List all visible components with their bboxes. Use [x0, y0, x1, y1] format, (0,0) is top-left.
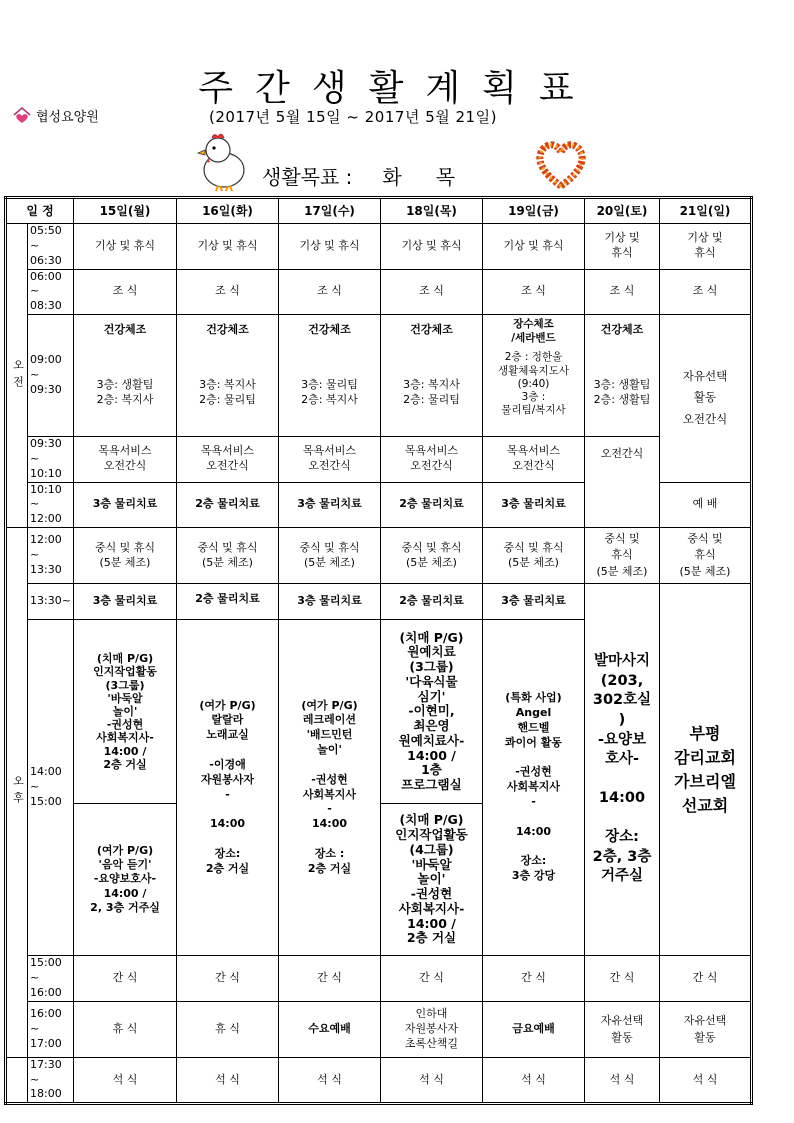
cell: 조 식	[483, 269, 585, 315]
cell: 중식 및 휴식 (5분 체조)	[74, 528, 177, 584]
table-row	[6, 224, 752, 270]
day-header: 18일(목)	[381, 198, 483, 224]
time-cell: 17:30 ~ 18:00	[28, 1057, 74, 1104]
date-range: (2017년 5월 15일 ~ 2017년 5월 21일)	[209, 108, 497, 126]
cell	[381, 315, 483, 437]
cell: 석 식	[177, 1057, 279, 1104]
time-cell: 14:00 ~ 15:00	[28, 620, 74, 956]
cell: (특화 사업) Angel 핸드벨 콰이어 활동 -권성현 사회복지사 - 14:00 장소: 3층 강당	[483, 620, 585, 956]
cell	[74, 315, 177, 437]
goal-label: 생활목표 :	[262, 165, 353, 189]
life-goal	[262, 161, 489, 190]
cell: 기상 및 휴식	[279, 224, 381, 270]
cell: 조 식	[660, 269, 752, 315]
time-cell: 05:50 ~ 06:30	[28, 224, 74, 270]
cell: 오전간식	[585, 437, 660, 528]
cell: 석 식	[660, 1057, 752, 1104]
cell: 조 식	[585, 269, 660, 315]
cell	[177, 315, 279, 437]
cell: 간 식	[483, 956, 585, 1002]
cell: 중식 및 휴식 (5분 체조)	[381, 528, 483, 584]
cell: 간 식	[279, 956, 381, 1002]
cell: 기상 및 휴식	[483, 224, 585, 270]
cell: 자유선택 활동	[660, 1001, 752, 1057]
cell: 자유선택 활동	[585, 1001, 660, 1057]
schedule-header: 일 정	[6, 198, 74, 224]
cell: 목욕서비스 오전간식	[177, 437, 279, 483]
day-header: 16일(화)	[177, 198, 279, 224]
cell	[483, 315, 585, 437]
cell: 3층 물리치료	[279, 584, 381, 620]
cell: 조 식	[177, 269, 279, 315]
period-pm: 오후	[6, 528, 28, 1058]
cell: 2층 물리치료	[177, 482, 279, 528]
exercise-label: 건강체조	[103, 323, 147, 337]
table-row	[6, 584, 752, 620]
cell: 2층 물리치료	[381, 584, 483, 620]
table-row	[6, 269, 752, 315]
exercise-label: 건강체조	[410, 323, 453, 337]
time-cell: 09:00 ~ 09:30	[28, 315, 74, 437]
staff-label: 3층: 생활팀 2층: 생활팀	[593, 377, 651, 406]
cell: 자유선택 활동 오전간식	[660, 315, 752, 483]
cell: 수요예배	[279, 1001, 381, 1057]
cell: 3층 물리치료	[279, 482, 381, 528]
org-name: 협성요양원	[36, 110, 99, 125]
time-cell: 10:10 ~ 12:00	[28, 482, 74, 528]
cell: 석 식	[279, 1057, 381, 1104]
cell: 기상 및 휴식	[660, 224, 752, 270]
cell: 기상 및 휴식	[381, 224, 483, 270]
table-row	[6, 528, 752, 584]
cell: (여가 P/G) '음악 듣기' -요양보호사- 14:00 / 2, 3층 거주실	[74, 804, 177, 956]
org-label	[12, 106, 99, 125]
day-header: 20일(토)	[585, 198, 660, 224]
cell: 조 식	[279, 269, 381, 315]
staff-label: 3층: 물리팀 2층: 복지사	[301, 377, 358, 406]
cell: 예 배	[660, 482, 752, 528]
time-cell: 16:00 ~ 17:00	[28, 1001, 74, 1057]
cell: 간 식	[660, 956, 752, 1002]
blank-period-cell	[6, 1057, 28, 1104]
cell: 목욕서비스 오전간식	[279, 437, 381, 483]
cell: (치매 P/G) 인지작업활동 (3그룹) '바둑알 놀이' -권성현 사회복지사- 14:00 / 2층 거실	[74, 620, 177, 804]
staff-label: 2층 : 정한울 생활체육지도사 (9:40) 3층 : 물리팀/복지사	[497, 351, 569, 416]
cell: 부평 감리교회 가브리엘 선교회	[660, 584, 752, 956]
cell	[279, 315, 381, 437]
cell: (여가 P/G) 레크레이션 '배드민턴 놀이' -권성현 사회복지사 - 14:00 장소 : 2층 거실	[279, 620, 381, 956]
time-cell: 06:00 ~ 08:30	[28, 269, 74, 315]
cell: 기상 및 휴식	[585, 224, 660, 270]
cell: 3층 물리치료	[74, 584, 177, 620]
cell	[585, 315, 660, 437]
cell: 기상 및 휴식	[177, 224, 279, 270]
cell: 중식 및 휴식 (5분 체조)	[483, 528, 585, 584]
period-am: 오전	[6, 224, 28, 528]
exercise-label: 건강체조	[206, 323, 249, 337]
cell: 조 식	[74, 269, 177, 315]
cell: 중식 및 휴식 (5분 체조)	[585, 528, 660, 584]
table-row	[6, 315, 752, 437]
cell: 석 식	[483, 1057, 585, 1104]
cell: 인하대 자원봉사자 초록산책길	[381, 1001, 483, 1057]
heart-house-icon	[12, 107, 32, 125]
cell: 간 식	[381, 956, 483, 1002]
page-title: 주간생활계획표	[198, 68, 596, 109]
table-row	[6, 1057, 752, 1104]
cell: 금요예배	[483, 1001, 585, 1057]
staff-label: 3층: 생활팀 2층: 복지사	[96, 377, 154, 406]
time-cell: 09:30 ~ 10:10	[28, 437, 74, 483]
cell: 3층 물리치료	[74, 482, 177, 528]
cell: 간 식	[177, 956, 279, 1002]
cell: 휴 식	[177, 1001, 279, 1057]
cell: 휴 식	[74, 1001, 177, 1057]
exercise-label: 건강체조	[600, 323, 644, 337]
cell: 중식 및 휴식 (5분 체조)	[279, 528, 381, 584]
staff-label: 3층: 복지사 2층: 물리팀	[199, 377, 256, 406]
cell: 2층 물리치료	[177, 584, 279, 620]
cell: 간 식	[585, 956, 660, 1002]
cell: 석 식	[381, 1057, 483, 1104]
table-row	[6, 437, 752, 483]
day-header: 17일(수)	[279, 198, 381, 224]
exercise-label: 장수체조 /세라밴드	[511, 318, 556, 345]
cell: 석 식	[585, 1057, 660, 1104]
heart-wreath-icon	[534, 138, 588, 190]
cell: (치매 P/G) 원예치료 (3그룹) '다육식물 심기' -이현미, 최은영 원예치료사- 14:00 / 1층 프로그램실	[381, 620, 483, 804]
table-row	[6, 1001, 752, 1057]
chicken-icon	[196, 130, 252, 192]
cell: 목욕서비스 오전간식	[74, 437, 177, 483]
cell: 목욕서비스 오전간식	[381, 437, 483, 483]
cell: 중식 및 휴식 (5분 체조)	[177, 528, 279, 584]
table-row	[6, 956, 752, 1002]
time-cell: 12:00 ~ 13:30	[28, 528, 74, 584]
goal-words: 화목	[382, 165, 490, 189]
day-header: 21일(일)	[660, 198, 752, 224]
cell: 조 식	[381, 269, 483, 315]
cell: 3층 물리치료	[483, 584, 585, 620]
cell: (여가 P/G) 랄랄라 노래교실 -이경애 자원봉사자 - 14:00 장소: 2층 거실	[177, 620, 279, 956]
cell: 3층 물리치료	[483, 482, 585, 528]
day-header: 19일(금)	[483, 198, 585, 224]
exercise-label: 건강체조	[308, 323, 351, 337]
cell: (치매 P/G) 인지작업활동 (4그룹) '바둑알 놀이' -권성현 사회복지사- 14:00 / 2층 거실	[381, 804, 483, 956]
time-cell: 13:30~	[28, 584, 74, 620]
staff-label: 3층: 복지사 2층: 물리팀	[403, 377, 460, 406]
time-cell: 15:00 ~ 16:00	[28, 956, 74, 1002]
cell: 중식 및 휴식 (5분 체조)	[660, 528, 752, 584]
cell: 석 식	[74, 1057, 177, 1104]
cell: 기상 및 휴식	[74, 224, 177, 270]
day-header: 15일(월)	[74, 198, 177, 224]
header-row	[6, 198, 752, 224]
cell: 목욕서비스 오전간식	[483, 437, 585, 483]
cell: 간 식	[74, 956, 177, 1002]
cell: 발마사지 (203, 302호실 ) -요양보 호사- 14:00 장소: 2층, 3층 거주실	[585, 584, 660, 956]
cell: 2층 물리치료	[381, 482, 483, 528]
weekly-schedule-table	[4, 196, 753, 1105]
